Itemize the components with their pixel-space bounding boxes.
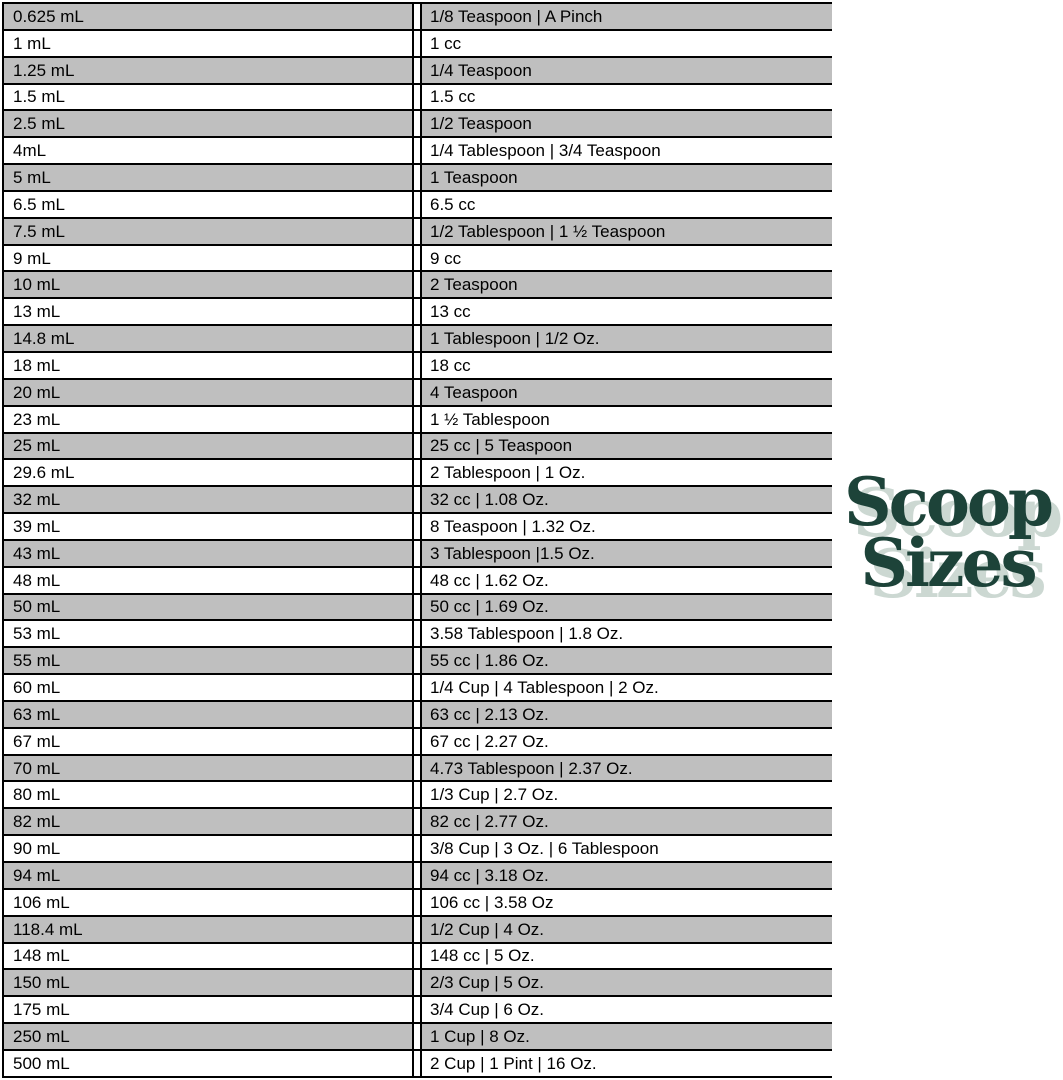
table-row <box>2 136 832 163</box>
ml-cell: 63 mL <box>2 702 414 727</box>
table-row <box>2 646 832 673</box>
conversion-cell: 67 cc | 2.27 Oz. <box>420 729 832 754</box>
conversion-cell: 18 cc <box>420 353 832 378</box>
conversion-cell: 3.58 Tablespoon | 1.8 Oz. <box>420 621 832 646</box>
conversion-cell: 1/8 Teaspoon | A Pinch <box>420 4 832 29</box>
conversion-cell: 1.5 cc <box>420 85 832 110</box>
ml-cell: 250 mL <box>2 1024 414 1049</box>
ml-cell: 82 mL <box>2 809 414 834</box>
ml-cell: 90 mL <box>2 836 414 861</box>
conversion-cell: 1 Tablespoon | 1/2 Oz. <box>420 326 832 351</box>
table-row <box>2 83 832 110</box>
conversion-cell: 4.73 Tablespoon | 2.37 Oz. <box>420 756 832 781</box>
ml-cell: 53 mL <box>2 621 414 646</box>
table-row <box>2 834 832 861</box>
table-row <box>2 915 832 942</box>
table-row <box>2 1049 832 1078</box>
table-row <box>2 619 832 646</box>
table-row <box>2 297 832 324</box>
table-row <box>2 324 832 351</box>
table-row <box>2 405 832 432</box>
conversion-cell: 1/3 Cup | 2.7 Oz. <box>420 782 832 807</box>
conversion-cell: 2 Teaspoon <box>420 272 832 297</box>
table-row <box>2 458 832 485</box>
conversion-cell: 1 Teaspoon <box>420 165 832 190</box>
table-row <box>2 593 832 620</box>
table-row <box>2 1022 832 1049</box>
ml-cell: 7.5 mL <box>2 219 414 244</box>
conversion-cell: 50 cc | 1.69 Oz. <box>420 595 832 620</box>
ml-cell: 14.8 mL <box>2 326 414 351</box>
conversion-cell: 4 Teaspoon <box>420 380 832 405</box>
table-row <box>2 351 832 378</box>
ml-cell: 1.25 mL <box>2 58 414 83</box>
table-row <box>2 995 832 1022</box>
conversion-cell: 1/2 Teaspoon <box>420 111 832 136</box>
table-row <box>2 190 832 217</box>
table-row <box>2 942 832 969</box>
conversion-cell: 2 Cup | 1 Pint | 16 Oz. <box>420 1051 832 1076</box>
ml-cell: 25 mL <box>2 434 414 459</box>
conversion-cell: 63 cc | 2.13 Oz. <box>420 702 832 727</box>
ml-cell: 9 mL <box>2 246 414 271</box>
ml-cell: 48 mL <box>2 568 414 593</box>
logo-line-1: Scoop <box>843 463 1052 541</box>
ml-cell: 5 mL <box>2 165 414 190</box>
table-row <box>2 485 832 512</box>
ml-cell: 43 mL <box>2 541 414 566</box>
ml-cell: 55 mL <box>2 648 414 673</box>
conversion-cell: 6.5 cc <box>420 192 832 217</box>
conversion-cell: 32 cc | 1.08 Oz. <box>420 487 832 512</box>
ml-cell: 150 mL <box>2 970 414 995</box>
ml-cell: 175 mL <box>2 997 414 1022</box>
conversion-cell: 148 cc | 5 Oz. <box>420 944 832 969</box>
table-row <box>2 432 832 459</box>
ml-cell: 148 mL <box>2 944 414 969</box>
ml-cell: 20 mL <box>2 380 414 405</box>
ml-cell: 29.6 mL <box>2 460 414 485</box>
conversion-cell: 2/3 Cup | 5 Oz. <box>420 970 832 995</box>
conversion-cell: 1 Cup | 8 Oz. <box>420 1024 832 1049</box>
ml-cell: 70 mL <box>2 756 414 781</box>
ml-cell: 67 mL <box>2 729 414 754</box>
conversion-cell: 1/4 Teaspoon <box>420 58 832 83</box>
ml-cell: 80 mL <box>2 782 414 807</box>
ml-cell: 118.4 mL <box>2 917 414 942</box>
table-row <box>2 754 832 781</box>
conversion-cell: 1/4 Tablespoon | 3/4 Teaspoon <box>420 138 832 163</box>
ml-cell: 94 mL <box>2 863 414 888</box>
logo-line-2: Sizes <box>860 524 1035 602</box>
table-row <box>2 109 832 136</box>
conversion-cell: 13 cc <box>420 299 832 324</box>
table-row <box>2 700 832 727</box>
table-row <box>2 378 832 405</box>
conversion-cell: 94 cc | 3.18 Oz. <box>420 863 832 888</box>
conversion-table <box>2 2 832 1078</box>
ml-cell: 500 mL <box>2 1051 414 1076</box>
ml-cell: 4mL <box>2 138 414 163</box>
conversion-cell: 1/2 Tablespoon | 1 ½ Teaspoon <box>420 219 832 244</box>
table-row <box>2 270 832 297</box>
conversion-cell: 8 Teaspoon | 1.32 Oz. <box>420 514 832 539</box>
scoop-sizes-logo <box>832 463 1063 602</box>
table-row <box>2 512 832 539</box>
conversion-cell: 55 cc | 1.86 Oz. <box>420 648 832 673</box>
ml-cell: 23 mL <box>2 407 414 432</box>
conversion-cell: 3/4 Cup | 6 Oz. <box>420 997 832 1022</box>
conversion-cell: 25 cc | 5 Teaspoon <box>420 434 832 459</box>
ml-cell: 60 mL <box>2 675 414 700</box>
ml-cell: 2.5 mL <box>2 111 414 136</box>
ml-cell: 13 mL <box>2 299 414 324</box>
ml-cell: 32 mL <box>2 487 414 512</box>
ml-cell: 1 mL <box>2 31 414 56</box>
table-row <box>2 244 832 271</box>
conversion-cell: 1 ½ Tablespoon <box>420 407 832 432</box>
table-row <box>2 2 832 29</box>
conversion-cell: 2 Tablespoon | 1 Oz. <box>420 460 832 485</box>
conversion-cell: 82 cc | 2.77 Oz. <box>420 809 832 834</box>
ml-cell: 50 mL <box>2 595 414 620</box>
ml-cell: 6.5 mL <box>2 192 414 217</box>
table-row <box>2 539 832 566</box>
table-row <box>2 673 832 700</box>
table-row <box>2 566 832 593</box>
ml-cell: 10 mL <box>2 272 414 297</box>
conversion-cell: 1/4 Cup | 4 Tablespoon | 2 Oz. <box>420 675 832 700</box>
conversion-cell: 1/2 Cup | 4 Oz. <box>420 917 832 942</box>
table-row <box>2 217 832 244</box>
ml-cell: 39 mL <box>2 514 414 539</box>
ml-cell: 1.5 mL <box>2 85 414 110</box>
conversion-cell: 3/8 Cup | 3 Oz. | 6 Tablespoon <box>420 836 832 861</box>
table-row <box>2 56 832 83</box>
table-row <box>2 807 832 834</box>
table-row <box>2 888 832 915</box>
ml-cell: 0.625 mL <box>2 4 414 29</box>
table-row <box>2 727 832 754</box>
ml-cell: 18 mL <box>2 353 414 378</box>
table-row <box>2 29 832 56</box>
ml-cell: 106 mL <box>2 890 414 915</box>
conversion-cell: 106 cc | 3.58 Oz <box>420 890 832 915</box>
conversion-cell: 1 cc <box>420 31 832 56</box>
conversion-cell: 9 cc <box>420 246 832 271</box>
table-row <box>2 968 832 995</box>
table-row <box>2 163 832 190</box>
conversion-cell: 48 cc | 1.62 Oz. <box>420 568 832 593</box>
table-row <box>2 861 832 888</box>
table-row <box>2 780 832 807</box>
conversion-cell: 3 Tablespoon |1.5 Oz. <box>420 541 832 566</box>
